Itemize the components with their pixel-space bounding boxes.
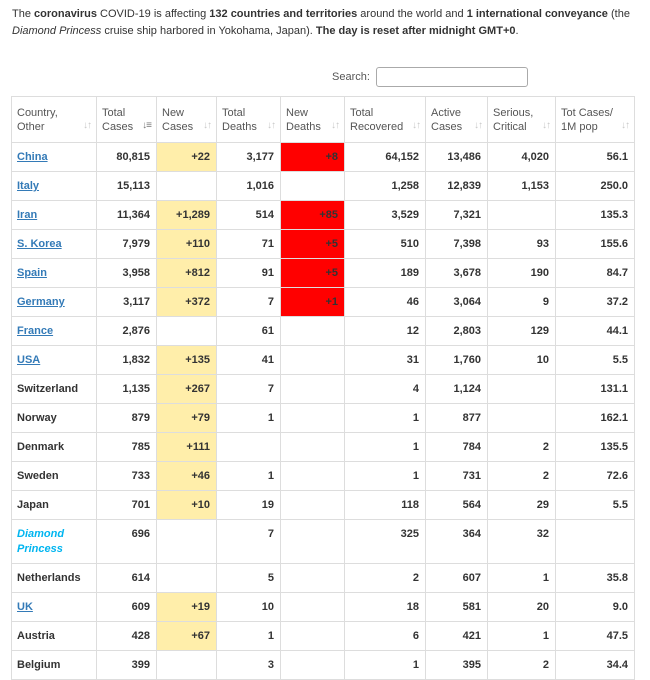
- intro-text: [12, 6, 632, 40]
- cell-tot-cases-per-1m: 135.5: [556, 433, 635, 462]
- cell-country: [12, 593, 97, 622]
- search-bar: [332, 66, 530, 88]
- cell-total-recovered: 1: [345, 433, 426, 462]
- cell-new-cases: +372: [157, 288, 217, 317]
- column-header-label: Country,: [17, 106, 58, 119]
- cell-active-cases: 731: [426, 462, 488, 491]
- cell-total-cases: 11,364: [97, 201, 157, 230]
- column-header-label: New: [286, 106, 309, 119]
- column-header-total-cases[interactable]: [97, 97, 157, 143]
- cell-new-cases: +111: [157, 433, 217, 462]
- cell-new-deaths: +85: [281, 201, 345, 230]
- column-header-new-cases[interactable]: [157, 97, 217, 143]
- cell-new-deaths: [281, 462, 345, 491]
- column-header-label: Total: [102, 106, 126, 119]
- cell-total-cases: 696: [97, 520, 157, 564]
- country-name: Netherlands: [17, 572, 81, 584]
- cell-total-recovered: 3,529: [345, 201, 426, 230]
- cell-tot-cases-per-1m: 135.3: [556, 201, 635, 230]
- country-name: Belgium: [17, 659, 61, 671]
- country-link[interactable]: China: [17, 151, 48, 163]
- table-row: [12, 622, 635, 651]
- cell-new-deaths: [281, 593, 345, 622]
- cell-new-deaths: [281, 375, 345, 404]
- table-row: [12, 462, 635, 491]
- column-header-label: Critical: [493, 120, 527, 133]
- cell-new-cases: +46: [157, 462, 217, 491]
- column-header-total-deaths[interactable]: [217, 97, 281, 143]
- table-row: [12, 143, 635, 172]
- cell-country: [12, 143, 97, 172]
- table-row: [12, 172, 635, 201]
- cell-total-deaths: 514: [217, 201, 281, 230]
- cell-tot-cases-per-1m: 155.6: [556, 230, 635, 259]
- cell-active-cases: 1,760: [426, 346, 488, 375]
- table-row: [12, 375, 635, 404]
- header-row: [12, 97, 635, 143]
- cell-total-recovered: 1: [345, 462, 426, 491]
- intro-part: .: [515, 25, 519, 37]
- intro-part: cruise ship harbored in Yokohama, Japan).: [101, 25, 316, 37]
- cell-serious-critical: [488, 404, 556, 433]
- cell-total-deaths: 7: [217, 288, 281, 317]
- table-row: [12, 433, 635, 462]
- cell-country: [12, 346, 97, 375]
- cell-total-recovered: 510: [345, 230, 426, 259]
- cell-tot-cases-per-1m: 44.1: [556, 317, 635, 346]
- sort-both-icon[interactable]: ↓↑: [621, 120, 629, 131]
- cell-active-cases: 364: [426, 520, 488, 564]
- cell-new-cases: +79: [157, 404, 217, 433]
- table-row: [12, 259, 635, 288]
- cell-tot-cases-per-1m: 9.0: [556, 593, 635, 622]
- cell-total-cases: 879: [97, 404, 157, 433]
- sort-both-icon[interactable]: ↓↑: [83, 120, 91, 131]
- cell-total-cases: 701: [97, 491, 157, 520]
- cell-total-recovered: 1: [345, 651, 426, 680]
- column-header-new-deaths[interactable]: [281, 97, 345, 143]
- country-link[interactable]: Spain: [17, 267, 47, 279]
- table-row: [12, 651, 635, 680]
- column-header-label: Serious,: [493, 106, 534, 119]
- cell-country: [12, 462, 97, 491]
- sort-both-icon[interactable]: ↓↑: [331, 120, 339, 131]
- column-header-label: Cases: [102, 120, 134, 133]
- cell-new-cases: +135: [157, 346, 217, 375]
- cell-new-cases: +267: [157, 375, 217, 404]
- table-row: [12, 491, 635, 520]
- table-row: [12, 230, 635, 259]
- table-row: [12, 593, 635, 622]
- intro-part: around the world and: [357, 8, 467, 20]
- cell-country: [12, 491, 97, 520]
- column-header-active-cases[interactable]: [426, 97, 488, 143]
- intro-ship-name: Diamond Princess: [12, 25, 102, 37]
- cell-total-cases: 15,113: [97, 172, 157, 201]
- cell-new-deaths: [281, 346, 345, 375]
- cell-country: [12, 404, 97, 433]
- cell-tot-cases-per-1m: 34.4: [556, 651, 635, 680]
- intro-keyword: coronavirus: [34, 8, 97, 20]
- cell-total-recovered: 64,152: [345, 143, 426, 172]
- cell-serious-critical: 2: [488, 433, 556, 462]
- cell-tot-cases-per-1m: 47.5: [556, 622, 635, 651]
- cell-total-deaths: 3,177: [217, 143, 281, 172]
- cell-country: [12, 564, 97, 593]
- cell-new-cases: +812: [157, 259, 217, 288]
- cell-tot-cases-per-1m: 72.6: [556, 462, 635, 491]
- intro-part: The: [12, 8, 35, 20]
- table-row: [12, 520, 635, 564]
- country-link[interactable]: USA: [17, 354, 41, 366]
- cell-total-deaths: 1,016: [217, 172, 281, 201]
- cell-total-cases: 80,815: [97, 143, 157, 172]
- cell-total-deaths: 91: [217, 259, 281, 288]
- column-header-label: Recovered: [350, 120, 404, 133]
- cell-total-deaths: 61: [217, 317, 281, 346]
- table-row: [12, 288, 635, 317]
- cell-new-deaths: [281, 564, 345, 593]
- column-header-label: Total: [350, 106, 374, 119]
- column-header-label: Tot Cases/: [561, 106, 613, 119]
- table-row: [12, 201, 635, 230]
- cell-country: [12, 520, 97, 564]
- cell-total-deaths: 71: [217, 230, 281, 259]
- cell-country: [12, 259, 97, 288]
- cell-serious-critical: [488, 375, 556, 404]
- column-header-label: Cases: [162, 120, 194, 133]
- column-header-country[interactable]: [12, 97, 97, 143]
- cell-active-cases: 13,486: [426, 143, 488, 172]
- intro-reset-note: The day is reset after midnight GMT+0: [315, 25, 516, 37]
- covid-table: [11, 96, 635, 680]
- cell-total-cases: 399: [97, 651, 157, 680]
- cell-serious-critical: 190: [488, 259, 556, 288]
- sort-both-icon[interactable]: ↓↑: [412, 120, 420, 131]
- search-label: Search:: [332, 71, 370, 83]
- table-row: [12, 346, 635, 375]
- cell-tot-cases-per-1m: [556, 520, 635, 564]
- cell-tot-cases-per-1m: 84.7: [556, 259, 635, 288]
- cell-total-deaths: 19: [217, 491, 281, 520]
- cell-total-recovered: 118: [345, 491, 426, 520]
- cell-active-cases: 564: [426, 491, 488, 520]
- search-input[interactable]: [376, 67, 528, 87]
- cell-total-cases: 2,876: [97, 317, 157, 346]
- cell-serious-critical: 9: [488, 288, 556, 317]
- cell-total-recovered: 12: [345, 317, 426, 346]
- cell-serious-critical: 10: [488, 346, 556, 375]
- cell-new-cases: [157, 651, 217, 680]
- sort-both-icon[interactable]: ↓↑: [267, 120, 275, 131]
- country-link[interactable]: S. Korea: [17, 238, 62, 250]
- cell-total-recovered: 4: [345, 375, 426, 404]
- cell-total-deaths: 7: [217, 375, 281, 404]
- cell-tot-cases-per-1m: 131.1: [556, 375, 635, 404]
- intro-country-count: 132 countries and territories: [209, 8, 358, 20]
- cell-new-deaths: [281, 651, 345, 680]
- cell-total-recovered: 18: [345, 593, 426, 622]
- cell-new-cases: [157, 564, 217, 593]
- cell-new-deaths: [281, 491, 345, 520]
- cell-country: [12, 433, 97, 462]
- cell-active-cases: 3,064: [426, 288, 488, 317]
- cell-serious-critical: 1: [488, 564, 556, 593]
- cell-new-cases: +67: [157, 622, 217, 651]
- cell-new-deaths: +5: [281, 259, 345, 288]
- cell-serious-critical: 32: [488, 520, 556, 564]
- cell-total-cases: 3,958: [97, 259, 157, 288]
- cell-total-cases: 1,832: [97, 346, 157, 375]
- cell-new-deaths: [281, 172, 345, 201]
- country-name: Japan: [17, 499, 49, 511]
- column-header-tot-cases-per-1m[interactable]: [556, 97, 635, 143]
- column-header-label: 1M pop: [561, 120, 598, 133]
- cell-total-cases: 3,117: [97, 288, 157, 317]
- country-name: Sweden: [17, 470, 59, 482]
- cell-total-recovered: 6: [345, 622, 426, 651]
- country-name: Switzerland: [17, 383, 79, 395]
- country-link[interactable]: Germany: [17, 296, 65, 308]
- cell-country: [12, 230, 97, 259]
- column-header-label: Active: [431, 106, 461, 119]
- cell-new-deaths: +8: [281, 143, 345, 172]
- cell-total-cases: 733: [97, 462, 157, 491]
- cell-total-deaths: 1: [217, 462, 281, 491]
- sort-desc-icon[interactable]: ↓≡: [142, 120, 151, 131]
- sort-both-icon[interactable]: ↓↑: [203, 120, 211, 131]
- cell-active-cases: 3,678: [426, 259, 488, 288]
- cell-serious-critical: 20: [488, 593, 556, 622]
- cell-serious-critical: 1,153: [488, 172, 556, 201]
- cell-total-recovered: 2: [345, 564, 426, 593]
- cell-new-cases: +19: [157, 593, 217, 622]
- column-header-label: New: [162, 106, 185, 119]
- table-row: [12, 564, 635, 593]
- cell-new-deaths: [281, 404, 345, 433]
- cell-total-recovered: 325: [345, 520, 426, 564]
- cell-serious-critical: 2: [488, 651, 556, 680]
- column-header-label: Total: [222, 106, 246, 119]
- cell-new-deaths: [281, 317, 345, 346]
- cell-new-cases: +110: [157, 230, 217, 259]
- cell-total-deaths: 3: [217, 651, 281, 680]
- cell-active-cases: 395: [426, 651, 488, 680]
- cell-total-cases: 7,979: [97, 230, 157, 259]
- cell-total-cases: 428: [97, 622, 157, 651]
- cell-serious-critical: 4,020: [488, 143, 556, 172]
- cell-serious-critical: 129: [488, 317, 556, 346]
- cell-tot-cases-per-1m: 35.8: [556, 564, 635, 593]
- country-name: Denmark: [17, 441, 65, 453]
- cell-total-cases: 609: [97, 593, 157, 622]
- cell-total-recovered: 31: [345, 346, 426, 375]
- cell-tot-cases-per-1m: 162.1: [556, 404, 635, 433]
- cell-country: [12, 622, 97, 651]
- cell-active-cases: 581: [426, 593, 488, 622]
- cell-total-cases: 614: [97, 564, 157, 593]
- cell-serious-critical: 29: [488, 491, 556, 520]
- column-header-label: Other: [17, 120, 45, 133]
- cell-new-deaths: +1: [281, 288, 345, 317]
- country-link[interactable]: Iran: [17, 209, 38, 221]
- intro-conveyance: 1 international conveyance: [466, 8, 608, 20]
- cell-tot-cases-per-1m: 37.2: [556, 288, 635, 317]
- cell-total-recovered: 46: [345, 288, 426, 317]
- column-header-label: Cases: [431, 120, 463, 133]
- country-link[interactable]: France: [17, 325, 54, 337]
- sort-both-icon[interactable]: ↓↑: [542, 120, 550, 131]
- conveyance-name: Diamond Princess: [17, 528, 65, 555]
- intro-part: (the: [607, 8, 630, 20]
- cell-tot-cases-per-1m: 5.5: [556, 346, 635, 375]
- column-header-serious-critical[interactable]: [488, 97, 556, 143]
- cell-active-cases: 784: [426, 433, 488, 462]
- cell-serious-critical: 2: [488, 462, 556, 491]
- cell-tot-cases-per-1m: 5.5: [556, 491, 635, 520]
- cell-total-recovered: 189: [345, 259, 426, 288]
- cell-country: [12, 651, 97, 680]
- cell-total-deaths: [217, 433, 281, 462]
- cell-country: [12, 172, 97, 201]
- table-row: [12, 317, 635, 346]
- cell-active-cases: 1,124: [426, 375, 488, 404]
- cell-total-deaths: 10: [217, 593, 281, 622]
- intro-part: COVID-19 is affecting: [96, 8, 210, 20]
- cell-active-cases: 607: [426, 564, 488, 593]
- cell-country: [12, 201, 97, 230]
- cell-total-deaths: 1: [217, 404, 281, 433]
- cell-new-cases: +10: [157, 491, 217, 520]
- cell-tot-cases-per-1m: 250.0: [556, 172, 635, 201]
- cell-new-cases: +22: [157, 143, 217, 172]
- country-name: Austria: [17, 630, 55, 642]
- cell-total-recovered: 1,258: [345, 172, 426, 201]
- country-name: Norway: [17, 412, 57, 424]
- cell-serious-critical: [488, 201, 556, 230]
- country-link[interactable]: UK: [17, 601, 33, 613]
- cell-active-cases: 2,803: [426, 317, 488, 346]
- cell-total-deaths: 1: [217, 622, 281, 651]
- cell-active-cases: 877: [426, 404, 488, 433]
- cell-new-cases: +1,289: [157, 201, 217, 230]
- cell-new-deaths: [281, 622, 345, 651]
- cell-new-deaths: +5: [281, 230, 345, 259]
- cell-new-deaths: [281, 433, 345, 462]
- cell-active-cases: 12,839: [426, 172, 488, 201]
- cell-total-cases: 1,135: [97, 375, 157, 404]
- cell-total-deaths: 7: [217, 520, 281, 564]
- cell-country: [12, 317, 97, 346]
- country-link[interactable]: Italy: [17, 180, 40, 192]
- table-body: [12, 143, 635, 680]
- cell-tot-cases-per-1m: 56.1: [556, 143, 635, 172]
- cell-total-deaths: 5: [217, 564, 281, 593]
- cell-country: [12, 375, 97, 404]
- column-header-label: Deaths: [286, 120, 321, 133]
- cell-country: [12, 288, 97, 317]
- cell-active-cases: 7,321: [426, 201, 488, 230]
- cell-new-deaths: [281, 520, 345, 564]
- cell-new-cases: [157, 172, 217, 201]
- cell-new-cases: [157, 520, 217, 564]
- cell-active-cases: 421: [426, 622, 488, 651]
- column-header-label: Deaths: [222, 120, 257, 133]
- table-row: [12, 404, 635, 433]
- cell-serious-critical: 93: [488, 230, 556, 259]
- cell-active-cases: 7,398: [426, 230, 488, 259]
- cell-total-cases: 785: [97, 433, 157, 462]
- sort-both-icon[interactable]: ↓↑: [474, 120, 482, 131]
- cell-new-cases: [157, 317, 217, 346]
- column-header-total-recovered[interactable]: [345, 97, 426, 143]
- cell-total-deaths: 41: [217, 346, 281, 375]
- cell-serious-critical: 1: [488, 622, 556, 651]
- cell-total-recovered: 1: [345, 404, 426, 433]
